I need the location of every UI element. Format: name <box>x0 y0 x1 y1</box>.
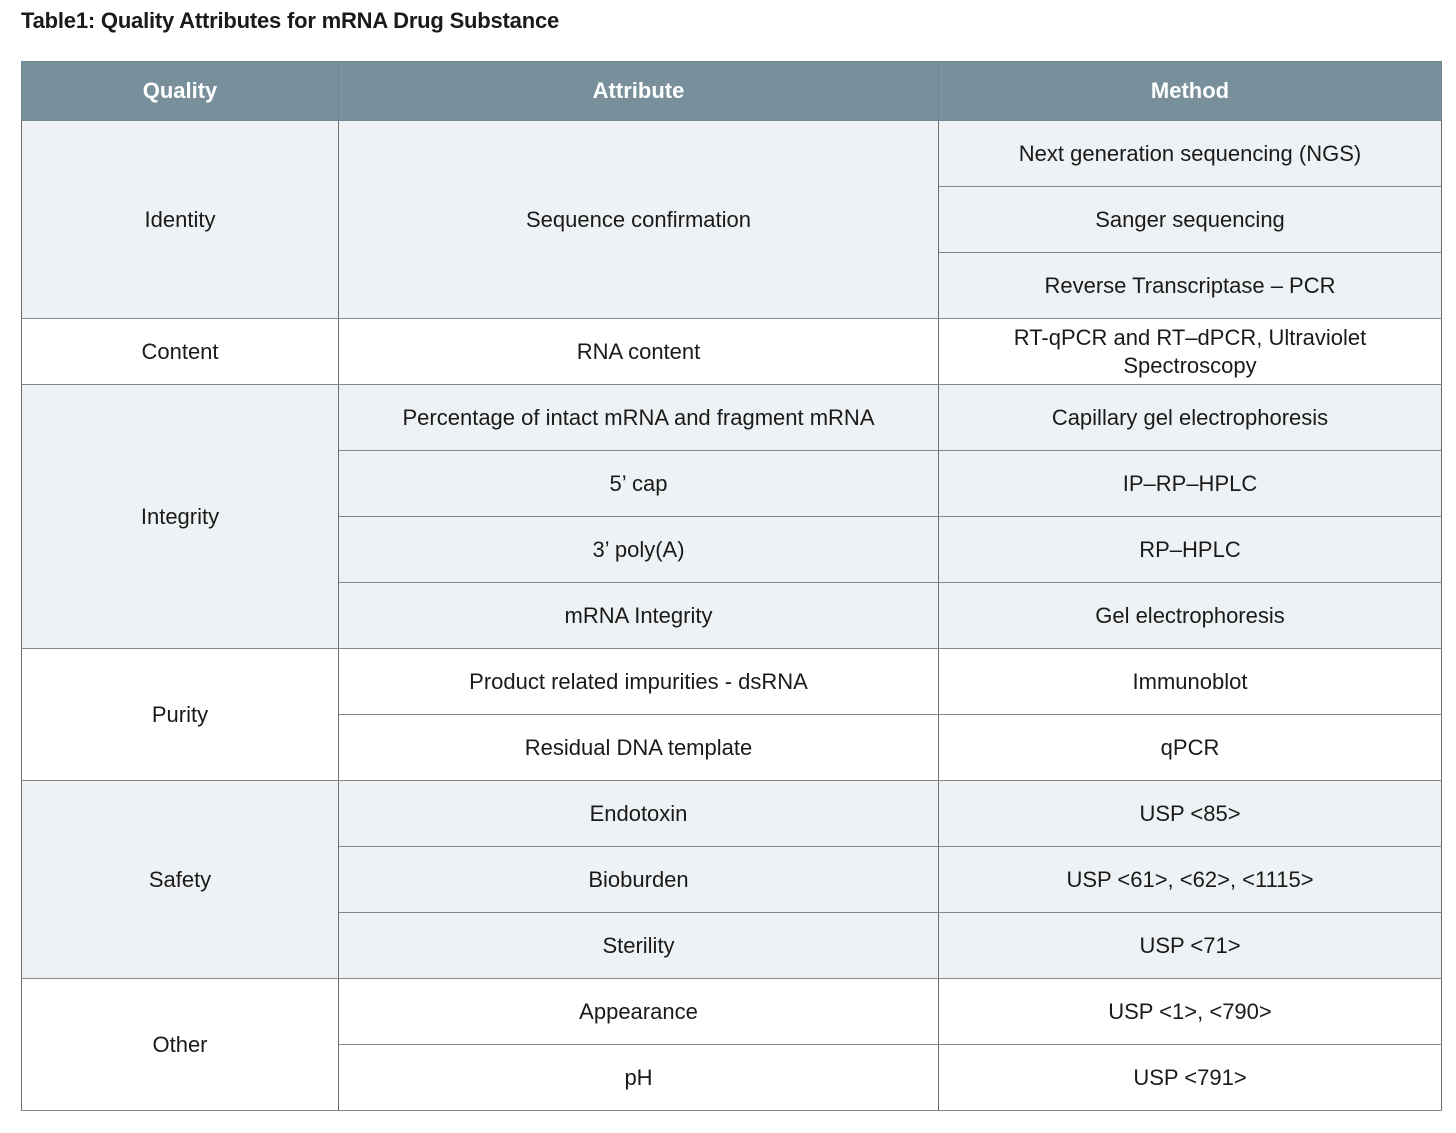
quality-cell-safety: Safety <box>22 781 339 979</box>
quality-cell-content: Content <box>22 319 339 385</box>
method-cell: USP <61>, <62>, <1115> <box>939 847 1442 913</box>
attribute-cell: Sequence confirmation <box>339 121 939 319</box>
attribute-cell: Appearance <box>339 979 939 1045</box>
table-row <box>22 979 1442 1045</box>
attribute-cell: 3’ poly(A) <box>339 517 939 583</box>
table-row <box>22 319 1442 385</box>
attribute-cell: Product related impurities - dsRNA <box>339 649 939 715</box>
table-row <box>22 649 1442 715</box>
method-cell: USP <791> <box>939 1045 1442 1111</box>
header-row <box>22 62 1442 121</box>
attribute-cell: mRNA Integrity <box>339 583 939 649</box>
attribute-cell: Bioburden <box>339 847 939 913</box>
table-title: Table1: Quality Attributes for mRNA Drug Substance <box>21 8 560 33</box>
quality-cell-identity: Identity <box>22 121 339 319</box>
attribute-cell: RNA content <box>339 319 939 385</box>
header-attribute: Attribute <box>339 62 939 121</box>
quality-attributes-table <box>21 61 1442 1111</box>
attribute-cell: Endotoxin <box>339 781 939 847</box>
quality-cell-integrity: Integrity <box>22 385 339 649</box>
attribute-cell: 5’ cap <box>339 451 939 517</box>
header-quality: Quality <box>22 62 339 121</box>
method-cell: Sanger sequencing <box>939 187 1442 253</box>
attribute-cell: Percentage of intact mRNA and fragment mRNA <box>339 385 939 451</box>
quality-cell-other: Other <box>22 979 339 1111</box>
method-cell: IP–RP–HPLC <box>939 451 1442 517</box>
attribute-cell: Sterility <box>339 913 939 979</box>
quality-cell-purity: Purity <box>22 649 339 781</box>
table-row <box>22 781 1442 847</box>
method-cell: qPCR <box>939 715 1442 781</box>
attribute-cell: Residual DNA template <box>339 715 939 781</box>
table-row <box>22 385 1442 451</box>
method-cell: Reverse Transcriptase – PCR <box>939 253 1442 319</box>
header-method: Method <box>939 62 1442 121</box>
method-cell: Next generation sequencing (NGS) <box>939 121 1442 187</box>
method-cell: USP <71> <box>939 913 1442 979</box>
method-cell: USP <1>, <790> <box>939 979 1442 1045</box>
method-cell: USP <85> <box>939 781 1442 847</box>
method-cell: RP–HPLC <box>939 517 1442 583</box>
table-row <box>22 121 1442 187</box>
method-cell: RT-qPCR and RT–dPCR, Ultraviolet Spectroscopy <box>939 319 1442 385</box>
attribute-cell: pH <box>339 1045 939 1111</box>
method-cell: Immunoblot <box>939 649 1442 715</box>
method-cell: Gel electrophoresis <box>939 583 1442 649</box>
method-cell: Capillary gel electrophoresis <box>939 385 1442 451</box>
